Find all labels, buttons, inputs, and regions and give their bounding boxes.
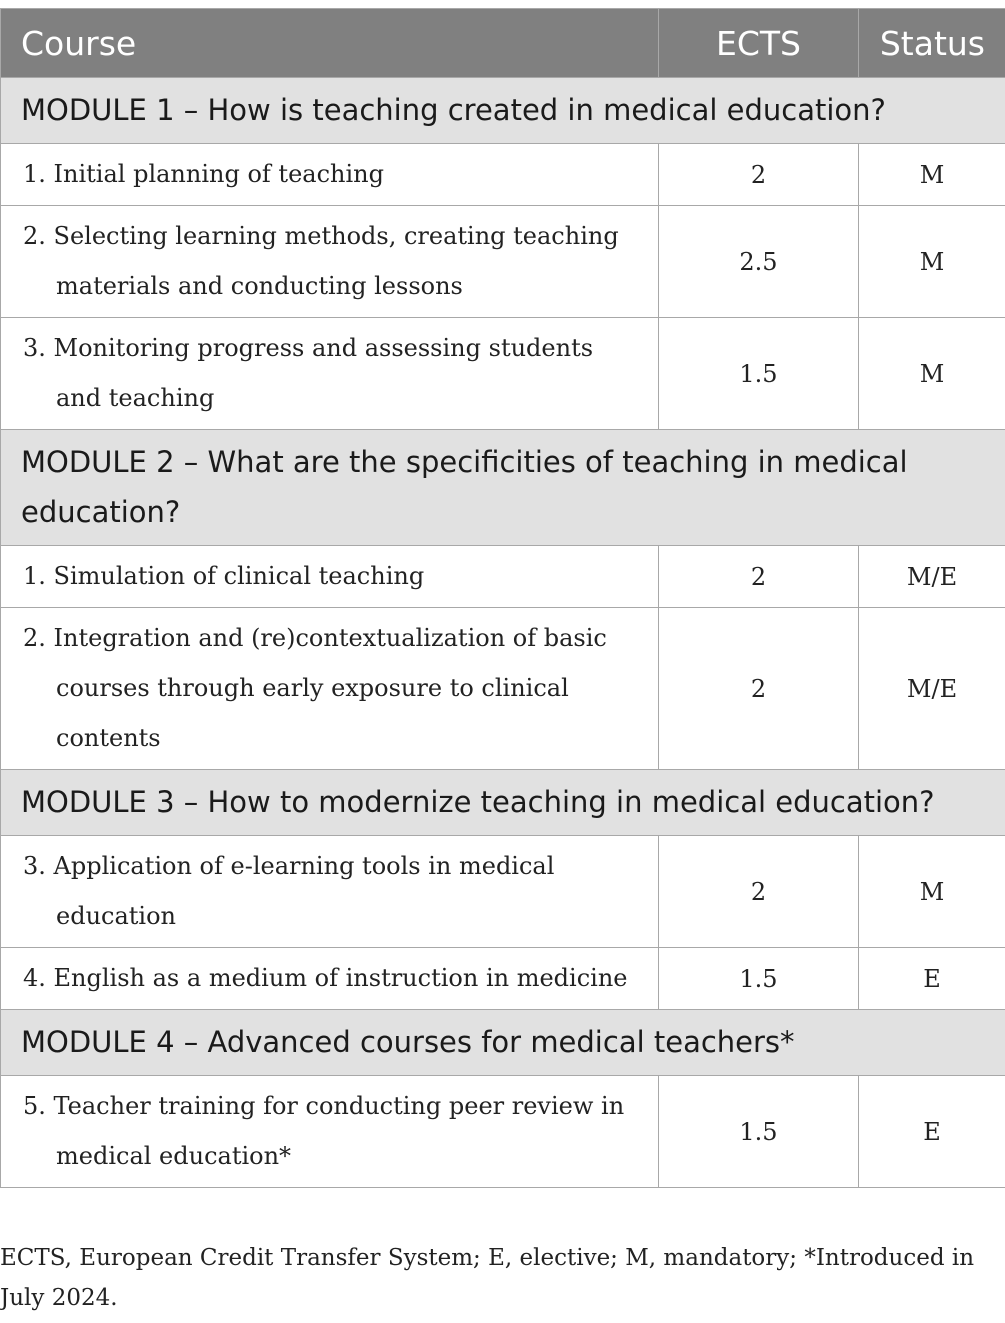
- table-row: [1, 144, 1005, 206]
- course-cell: 3. Application of e-learning tools in medical education: [1, 836, 659, 948]
- table-row: [1, 206, 1005, 318]
- module-title: MODULE 3 – How to modernize teaching in medical education?: [1, 770, 1005, 836]
- table-row: [1, 608, 1005, 770]
- course-cell: 2. Selecting learning methods, creating teaching materials and conducting lessons: [1, 206, 659, 318]
- ects-cell: 2.5: [659, 206, 859, 318]
- module-row: [1, 1010, 1005, 1076]
- table-row: [1, 948, 1005, 1010]
- status-cell: M: [859, 318, 1005, 430]
- status-cell: E: [859, 948, 1005, 1010]
- course-cell: 3. Monitoring progress and assessing students and teaching: [1, 318, 659, 430]
- status-cell: E: [859, 1076, 1005, 1188]
- course-cell: 4. English as a medium of instruction in medicine: [1, 948, 659, 1010]
- header-status: Status: [859, 9, 1005, 78]
- ects-cell: 2: [659, 836, 859, 948]
- table-body: [1, 78, 1005, 1188]
- module-row: [1, 770, 1005, 836]
- table-footnote: ECTS, European Credit Transfer System; E, elective; M, mandatory; *Introduced in July 2024.: [0, 1245, 975, 1311]
- status-cell: M/E: [859, 546, 1005, 608]
- status-cell: M: [859, 206, 1005, 318]
- ects-cell: 1.5: [659, 318, 859, 430]
- ects-cell: 1.5: [659, 948, 859, 1010]
- module-title: MODULE 4 – Advanced courses for medical teachers*: [1, 1010, 1005, 1076]
- module-row: [1, 78, 1005, 144]
- ects-cell: 2: [659, 546, 859, 608]
- table-header-row: [1, 9, 1005, 78]
- table-row: [1, 1076, 1005, 1188]
- module-title: MODULE 2 – What are the specificities of teaching in medical education?: [1, 430, 1005, 546]
- status-cell: M: [859, 144, 1005, 206]
- course-cell: 1. Initial planning of teaching: [1, 144, 659, 206]
- course-cell: 2. Integration and (re)contextualization of basic courses through early exposure to clinical contents: [1, 608, 659, 770]
- header-course: Course: [1, 9, 659, 78]
- ects-cell: 2: [659, 144, 859, 206]
- module-row: [1, 430, 1005, 546]
- table-row: [1, 546, 1005, 608]
- ects-cell: 1.5: [659, 1076, 859, 1188]
- status-cell: M/E: [859, 608, 1005, 770]
- header-ects: ECTS: [659, 9, 859, 78]
- course-cell: 1. Simulation of clinical teaching: [1, 546, 659, 608]
- course-cell: 5. Teacher training for conducting peer review in medical education*: [1, 1076, 659, 1188]
- courses-table: [0, 8, 1005, 1188]
- table-row: [1, 318, 1005, 430]
- module-title: MODULE 1 – How is teaching created in medical education?: [1, 78, 1005, 144]
- ects-cell: 2: [659, 608, 859, 770]
- status-cell: M: [859, 836, 1005, 948]
- table-row: [1, 836, 1005, 948]
